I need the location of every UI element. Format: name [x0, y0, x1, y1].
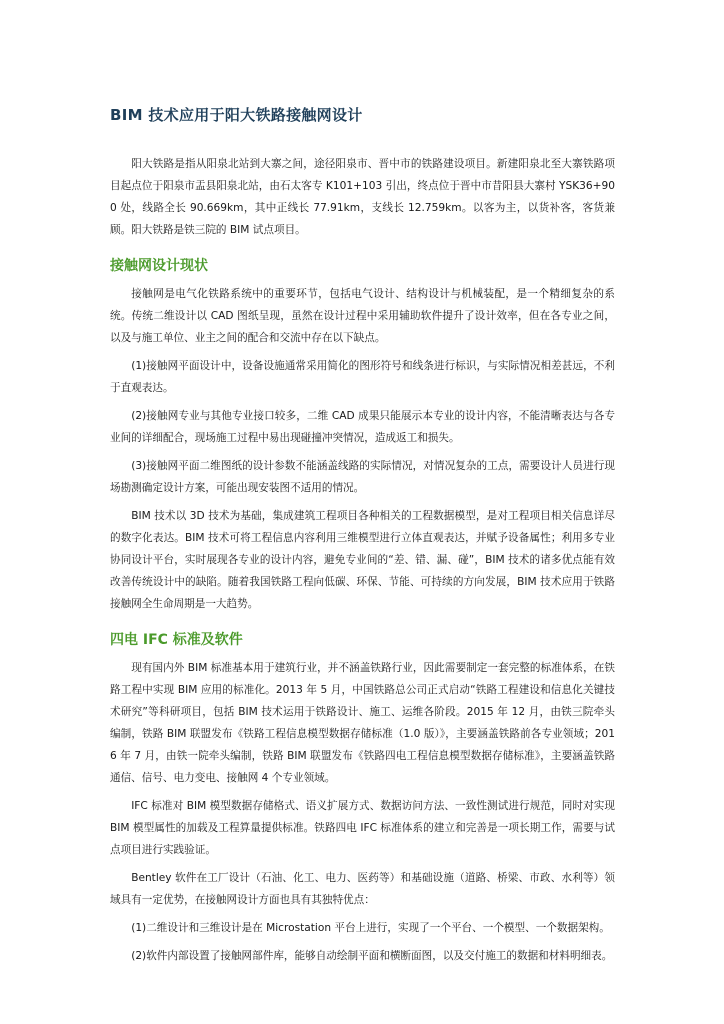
paragraph: (1)接触网平面设计中，设备设施通常采用简化的图形符号和线条进行标识，与实际情况相差甚远，不利于直观表达。	[110, 360, 615, 394]
paragraph: (2)接触网专业与其他专业接口较多，二维 CAD 成果只能展示本专业的设计内容，不能清晰表达与各专业间的详细配合，现场施工过程中易出现碰撞冲突情况，造成返工和损失。	[110, 410, 615, 444]
paragraph: IFC 标准对 BIM 模型数据存储格式、语义扩展方式、数据访问方法、一致性测试进行规范，同时对实现 BIM 模型属性的加载及工程算量提供标准。铁路四电 IFC 标准体系的建立和完善是一项长期工作，需要与试点项目进行实践验证。	[110, 800, 615, 856]
paragraph: 现有国内外 BIM 标准基本用于建筑行业，并不涵盖铁路行业，因此需要制定一套完整的标准体系，在铁路工程中实现 BIM 应用的标准化。2013 年 5 月，中国铁路总公司正式启动“铁路工程建设和信息化关键技术研究”等科研项目，包括 BIM 技术运用于铁路设计、施工、运维各阶段。2015 年 12 月，由铁三院牵头编制，铁路 BIM 联盟发布《铁路工程信息模型数据存储标准（1.0 版）》，主要涵盖铁路前各专业领域；2016 年 7 月，由铁一院牵头编制，铁路 BIM 联盟发布《铁路四电工程信息模型数据存储标准》，主要涵盖铁路通信、信号、电力变电、接触网 4 个专业领域。	[110, 662, 615, 784]
paragraph: Bentley 软件在工厂设计（石油、化工、电力、医药等）和基础设施（道路、桥梁、市政、水利等）领域具有一定优势，在接触网设计方面也具有其独特优点：	[110, 872, 615, 906]
document-page	[110, 104, 615, 973]
paragraph: (2)软件内部设置了接触网部件库，能够自动绘制平面和横断面图，以及交付施工的数据和材料明细表。	[131, 950, 613, 962]
intro-paragraph: 阳大铁路是指从阳泉北站到大寨之间，途径阳泉市、晋中市的铁路建设项目。新建阳泉北至大寨铁路项目起点位于阳泉市盂县阳泉北站，由石太客专 K101+103 引出，终点位于晋中市昔阳县大寨村 YSK36+900 处，线路全长 90.669km，其中正线长 77.91km，支线长 12.759km。以客为主，以货补客，客货兼顾。阳大铁路是铁三院的 BIM 试点项目。	[110, 158, 615, 236]
section-heading-ifc-standard: 四电 IFC 标准及软件	[110, 632, 243, 648]
document-title: BIM 技术应用于阳大铁路接触网设计	[110, 106, 363, 124]
paragraph: (3)接触网平面二维图纸的设计参数不能涵盖线路的实际情况，对情况复杂的工点，需要设计人员进行现场勘测确定设计方案，可能出现安装图不适用的情况。	[110, 460, 615, 494]
paragraph: BIM 技术以 3D 技术为基础，集成建筑工程项目各种相关的工程数据模型，是对工程项目相关信息详尽的数字化表达。BIM 技术可将工程信息内容利用三维模型进行立体直观表达，并赋予设备属性；利用多专业协同设计平台，实时展现各专业的设计内容，避免专业间的“差、错、漏、碰”，BIM 技术的诸多优点能有效改善传统设计中的缺陷。随着我国铁路工程向低碳、环保、节能、可持续的方向发展，BIM 技术应用于铁路接触网全生命周期是一大趋势。	[110, 510, 615, 610]
paragraph: (1)二维设计和三维设计是在 Microstation 平台上进行，实现了一个平台、一个模型、一个数据架构。	[131, 922, 610, 934]
paragraph: 接触网是电气化铁路系统中的重要环节，包括电气设计、结构设计与机械装配，是一个精细复杂的系统。传统二维设计以 CAD 图纸呈现，虽然在设计过程中采用辅助软件提升了设计效率，但在各专业之间，以及与施工单位、业主之间的配合和交流中存在以下缺点。	[110, 288, 615, 344]
section-heading-contact-network: 接触网设计现状	[110, 258, 208, 274]
